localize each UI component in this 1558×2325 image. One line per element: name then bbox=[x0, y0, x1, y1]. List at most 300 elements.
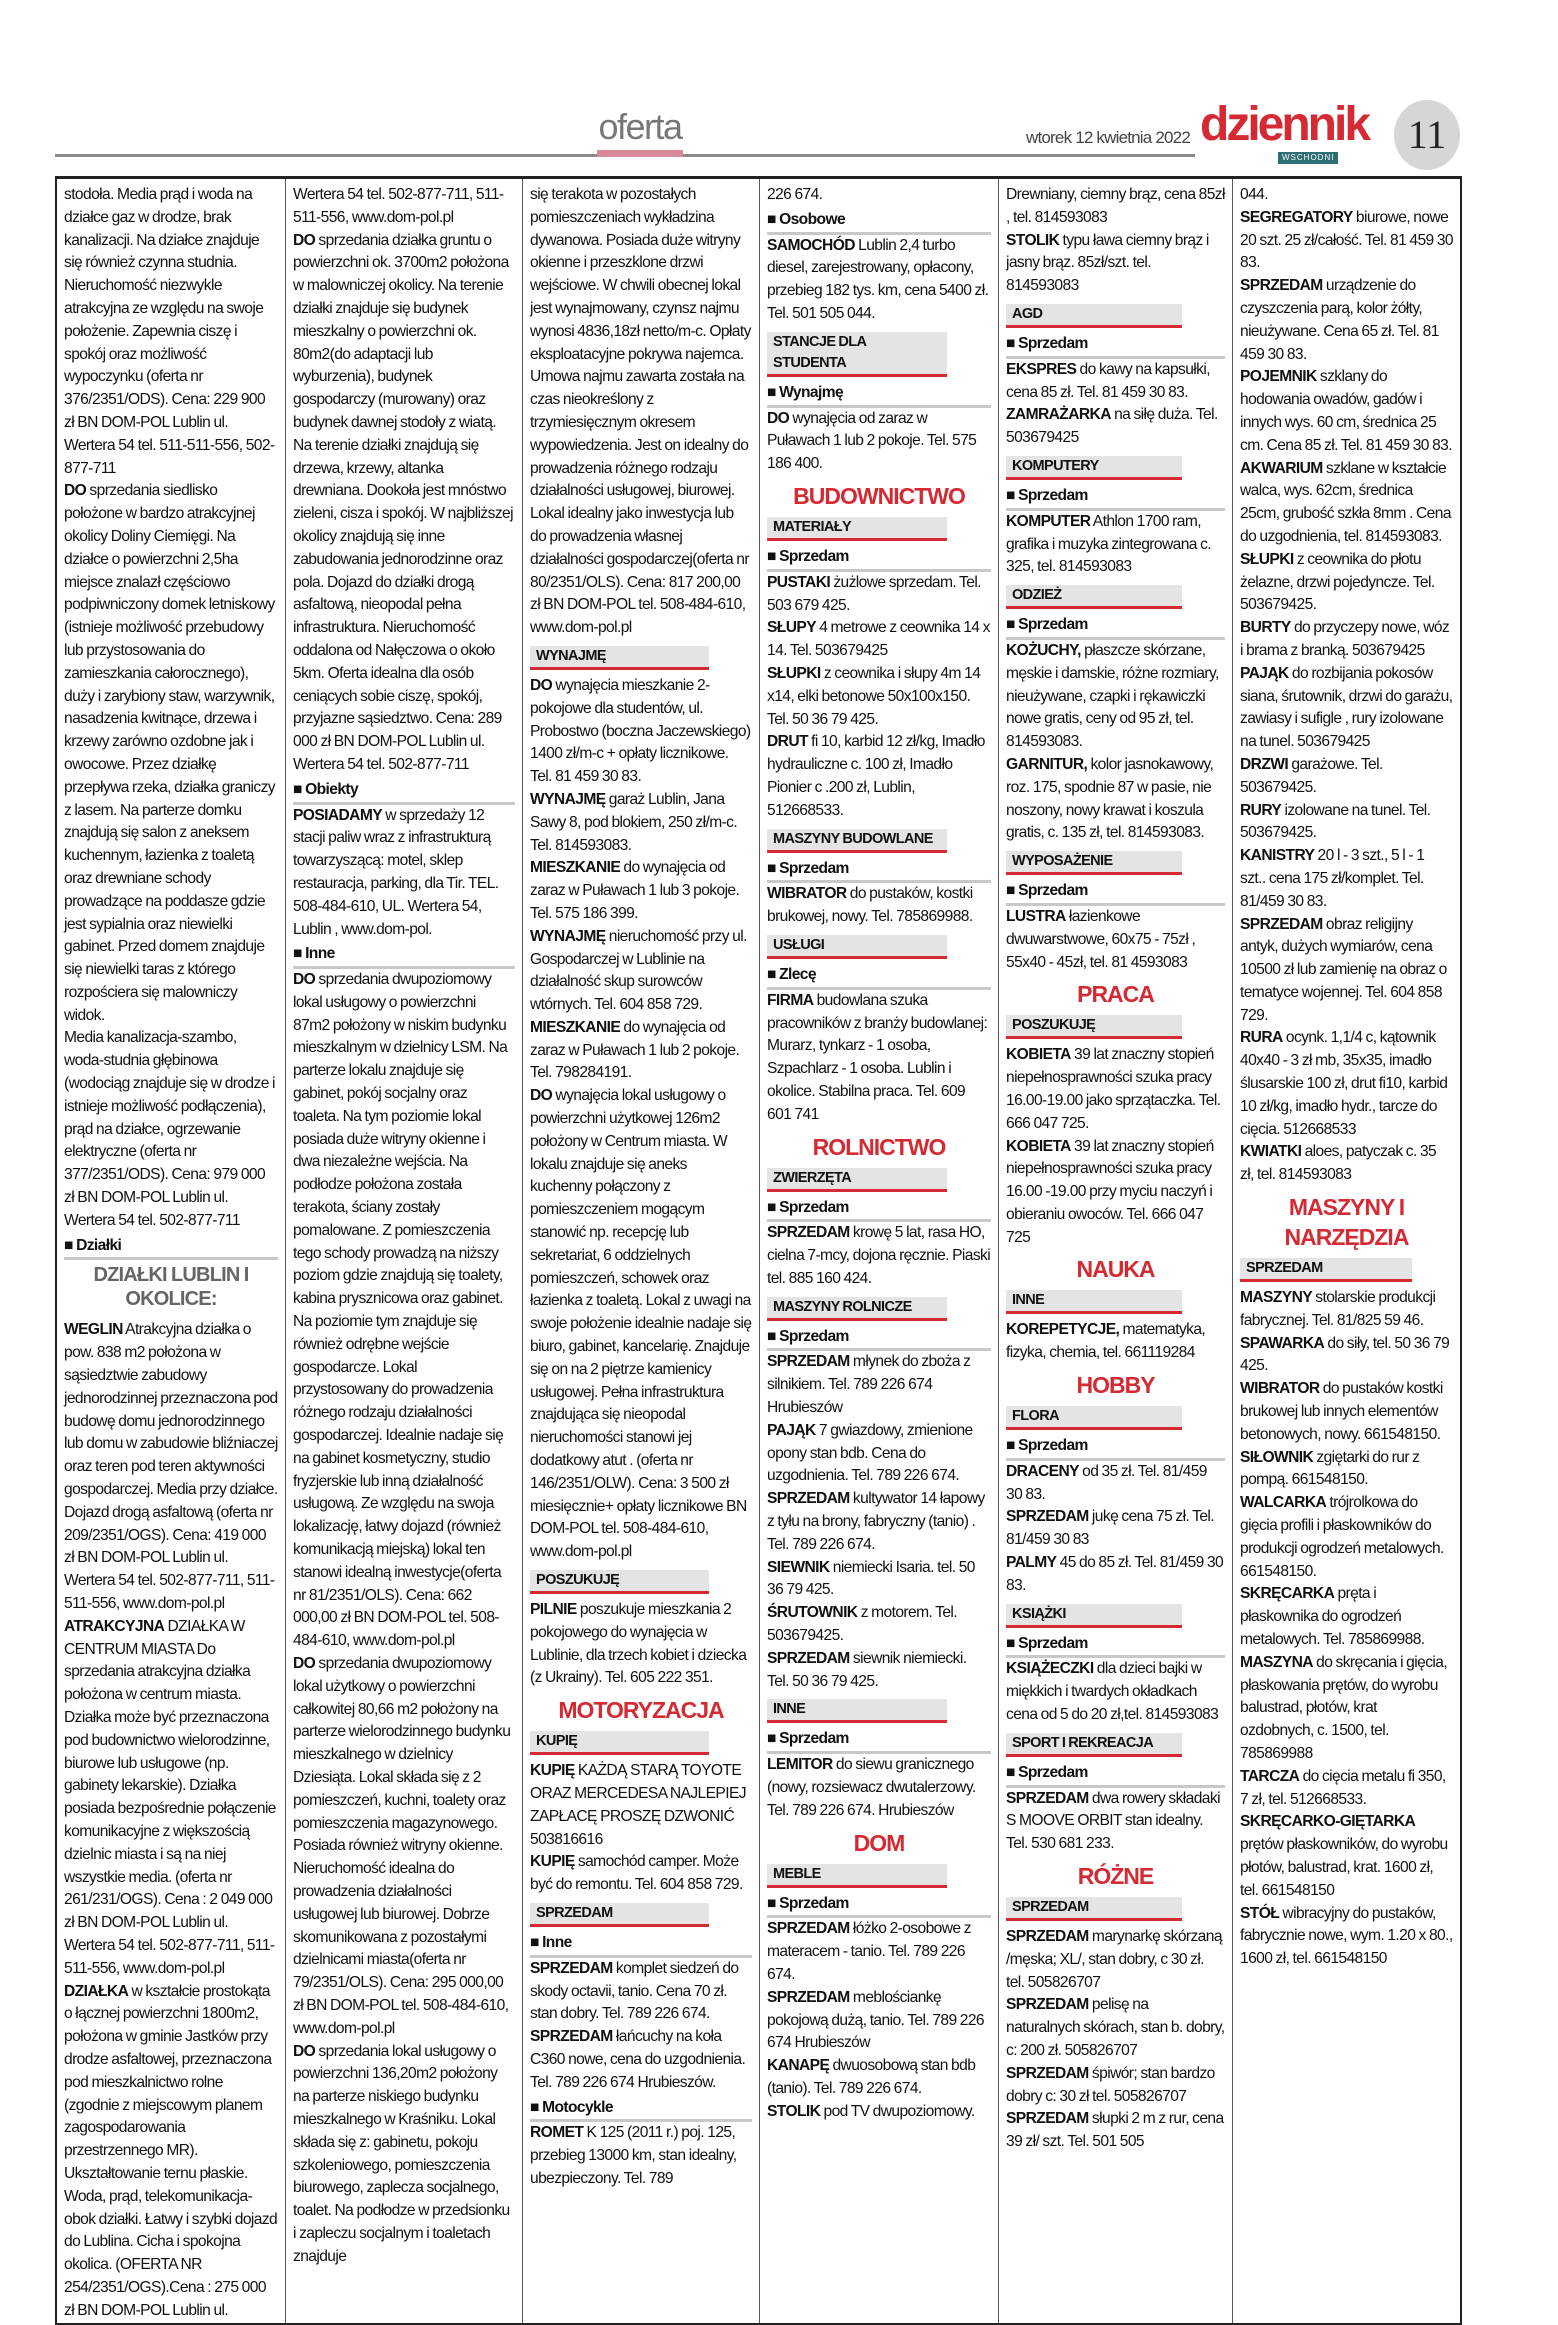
ad-text: urządzenie do czyszczenia parą, kolor żółty, nieużywane. Cena 65 zł. Tel. 81 459 30 83. bbox=[1240, 277, 1439, 363]
section-heading: MASZYNY I NARZĘDZIA bbox=[1284, 1194, 1409, 1251]
category-label: MASZYNY BUDOWLANE bbox=[767, 829, 947, 853]
region-heading: DZIAŁKI LUBLIN I OKOLICE: bbox=[93, 1264, 249, 1311]
classified-ad bbox=[1006, 2063, 1225, 2109]
ad-lead-word: DO bbox=[530, 676, 553, 694]
issue-date: wtorek 12 kwietnia 2022 bbox=[1026, 128, 1190, 147]
classified-ad bbox=[767, 572, 991, 618]
ad-text: 7 gwiazdowy, zmienione opony stan bdb. Cena do uzgodnienia. Tel. 789 226 674. bbox=[767, 1421, 973, 1485]
classified-ad bbox=[1240, 1652, 1453, 1766]
ad-text: pelisę na naturalnych skórach, stan b. dobry, c: 200 zł. 505826707 bbox=[1006, 1996, 1225, 2060]
classified-ad bbox=[530, 789, 752, 857]
classified-ad bbox=[1240, 275, 1453, 366]
classified-ad bbox=[1240, 1378, 1453, 1446]
category-label: FLORA bbox=[1006, 1406, 1182, 1430]
subcategory-heading: ■ Sprzedam bbox=[1006, 1633, 1225, 1659]
ad-lead-word: KOMPUTER bbox=[1006, 512, 1091, 530]
ad-lead-word: SPRZEDAM bbox=[1006, 1928, 1089, 1946]
ad-lead-word: WYNAJMĘ bbox=[530, 927, 606, 945]
subcategory-heading: ■ Motocykle bbox=[530, 2097, 752, 2123]
section-heading: DOM bbox=[853, 1829, 905, 1856]
subcategory-heading: ■ Sprzedam bbox=[1006, 333, 1225, 359]
ad-lead-word: TARCZA bbox=[1240, 1767, 1300, 1785]
classified-ad bbox=[1006, 1994, 1225, 2062]
ad-lead-word: SPRZEDAM bbox=[767, 1490, 850, 1508]
subcategory-heading: ■ Osobowe bbox=[767, 209, 991, 235]
classified-ad bbox=[1006, 1788, 1225, 1856]
classified-ad bbox=[1240, 617, 1453, 663]
subcategory-heading: ■ Zlecę bbox=[767, 964, 991, 990]
category-label: MATERIAŁY bbox=[767, 517, 947, 541]
ad-text: 044. bbox=[1240, 186, 1268, 203]
classified-ad bbox=[64, 1616, 278, 1981]
ad-lead-word: FIRMA bbox=[767, 991, 814, 1009]
ad-text: obraz religijny antyk, dużych wymiarów, cena 10500 zł lub zamienię na obraz o tematyce wojennej. Tel. 604 858 729. bbox=[1240, 915, 1447, 1024]
ad-lead-word: KOREPETYCJE, bbox=[1006, 1321, 1120, 1339]
logo-subtitle: WSCHODNI bbox=[1278, 152, 1338, 164]
classified-ad bbox=[1240, 1027, 1453, 1141]
ad-text: Athlon 1700 ram, grafika i muzyka zintegrowana c. 325, tel. 814593083 bbox=[1006, 512, 1212, 576]
page-number: 11 bbox=[1394, 100, 1460, 170]
category-label: KUPIĘ bbox=[530, 1731, 709, 1755]
category-label: WYPOSAŻENIE bbox=[1006, 851, 1182, 875]
category-label: MEBLE bbox=[767, 1864, 947, 1888]
ad-text: niemiecki Isaria. tel. 50 36 79 425. bbox=[767, 1558, 975, 1599]
classified-ad bbox=[767, 1918, 991, 1986]
section-heading: NAUKA bbox=[1076, 1256, 1155, 1283]
category-label: USŁUGI bbox=[767, 935, 947, 959]
ad-lead-word: SŁUPY bbox=[767, 619, 816, 637]
ad-lead-word: PAJĄK bbox=[1240, 664, 1289, 682]
classified-ad bbox=[1006, 404, 1225, 450]
column-5 bbox=[999, 179, 1233, 2323]
classified-ad bbox=[1006, 1926, 1225, 1994]
ad-text: samochód camper. Może być do remontu. Tel. 604 858 729. bbox=[530, 1853, 743, 1894]
ad-text: Wertera 54 tel. 502-877-711, 511-511-556, www.dom-pol.pl bbox=[293, 186, 504, 226]
classified-ad bbox=[64, 480, 278, 1027]
classified-ad bbox=[530, 184, 752, 640]
ad-text: do siły, tel. 50 36 79 425. bbox=[1240, 1334, 1450, 1375]
ad-text: biurowe, nowe 20 szt. 25 zł/całość. Tel. 81 459 30 83. bbox=[1240, 208, 1453, 272]
classified-ad bbox=[767, 1557, 991, 1603]
category-label: MASZYNY ROLNICZE bbox=[767, 1297, 947, 1321]
ad-text: 39 lat znaczny stopień niepełnosprawności szuka pracy 16.00 -19.00 przy myciu naczyń i obieraniu owoców. Tel. 666 047 725 bbox=[1006, 1137, 1214, 1246]
ad-lead-word: LEMITOR bbox=[767, 1756, 833, 1774]
ad-lead-word: DO bbox=[293, 971, 316, 989]
ad-text: do wynajęcia od zaraz w Puławach 1 lub 3 pokoje. Tel. 575 186 399. bbox=[530, 859, 740, 922]
subcategory-heading: ■ Sprzedam bbox=[767, 1893, 991, 1919]
classified-ad bbox=[530, 675, 752, 789]
classified-ad bbox=[1240, 663, 1453, 754]
classified-ad bbox=[1240, 184, 1453, 207]
ad-lead-word: SPRZEDAM bbox=[1240, 915, 1323, 933]
ad-text: Atrakcyjna działka o pow. 838 m2 położona w sąsiedztwie zabudowy jednorodzinnej przeznaczona pod budowę domu jednorodzinnego lub domu w zabudowie bliźniaczej oraz teren pod teren aktywności gospodarczej. Media przy działce. Dojazd drogą asfaltową (oferta nr 209/2351/OGS). Cena: 419 000 zł BN DOM-POL Lublin ul. Wertera 54 tel. 502-877-711, 511-511-556, www.dom-pol.pl bbox=[64, 1321, 278, 1613]
ad-text: wynajęcia lokal usługowy o powierzchni użytkowej 126m2 położony w Centrum miasta. W lokalu znajduje się aneks kuchenny połączony z pomieszczeniem mogącym stanowić np. recepcję lub sekretariat, 6 oddzielnych pomieszczeń, schowek oraz łazienka z toaletą. Lokal z uwagi na swoje położenie idealnie nadaje się biuro, gabinet, kancelarię. Znajduje się on na 2 piętrze kamienicy usługowej. Pełna infrastruktura znajdująca się nieopodal nieruchomości stanowi jej dodatkowy atut . (oferta nr 146/2351/OLW). Cena: 3 500 zł miesięcznie+ opłaty licznikowe BN DOM-POL tel. 508-484-610, www.dom-pol.pl bbox=[530, 1087, 752, 1561]
ad-text: do cięcia metalu fi 350, 7 zł, tel. 512668533. bbox=[1240, 1767, 1446, 1808]
classified-ad bbox=[530, 1958, 752, 2026]
classified-ad bbox=[530, 2026, 752, 2094]
ad-text: się terakota w pozostałych pomieszczeniach wykładzina dywanowa. Posiada duże witryny okienne i przeszklone drzwi wejściowe. W chwili obecnej lokal jest wynajmowany, czynsz najmu wynosi 4836,18zł netto/m-c. Opłaty eksploatacyjne pokrywa najemca. Umowa najmu zawarta została na czas nieokreślony z trzymiesięcznym okresem wypowiedzenia. Jest on idealny do prowadzenia różnego rodzaju działalności usługowej, biurowej. Lokal idealny jako inwestycja lub do prowadzenia własnej działalności gospodarczej(oferta nr 80/2351/OLS). Cena: 817 200,00 zł BN DOM-POL tel. 508-484-610, www.dom-pol.pl bbox=[530, 186, 751, 637]
ad-lead-word: SPRZEDAM bbox=[767, 1224, 850, 1242]
ad-text: 4 metrowe z ceownika 14 x 14. Tel. 503679425 bbox=[767, 619, 990, 660]
ad-lead-word: SAMOCHÓD bbox=[767, 236, 855, 254]
classified-ad bbox=[530, 1017, 752, 1085]
classified-ad bbox=[1240, 549, 1453, 617]
subcategory-heading: ■ Sprzedam bbox=[767, 546, 991, 572]
ad-lead-word: SPRZEDAM bbox=[530, 1959, 613, 1977]
newspaper-logo bbox=[1200, 100, 1385, 166]
ad-text: marynarkę skórzaną /męska; XL/, stan dobry, c 30 zł. tel. 505826707 bbox=[1006, 1928, 1222, 1991]
ad-lead-word: KUPIĘ bbox=[530, 1762, 575, 1780]
ad-lead-word: SPRZEDAM bbox=[530, 2028, 613, 2046]
ad-text: sprzedania działka gruntu o powierzchni ok. 3700m2 położona w malowniczej okolicy. Na terenie działki znajduje się budynek mieszkalny o powierzchni ok. 80m2(do adaptacji lub wyburzenia), budynek gospodarczy (murowany) oraz budynek dawnej stodoły z wiatą. Na terenie działki znajdują się drzewa, krzewy, altanka drewniana. Dookoła jest mnóstwo zieleni, cisza i spokój. W najbliższej okolicy znajdują się inne zabudowania jednorodzinne oraz pola. Dojazd do działki drogą asfaltową, nieopodal pełna infrastruktura. Nieruchomość oddalona od Nałęczowa o około 5km. Oferta idealna dla osób ceniących sobie ciszę, spokój, przyjazne sąsiedztwo. Cena: 289 000 zł BN DOM-POL Lublin ul. Wertera 54 tel. 502-877-711 bbox=[293, 231, 513, 773]
ad-lead-word: POJEMNIK bbox=[1240, 368, 1317, 386]
ad-lead-word: STOLIK bbox=[767, 2102, 821, 2120]
ad-lead-word: GARNITUR, bbox=[1006, 755, 1088, 773]
ad-text: DZIAŁKA W CENTRUM MIASTA Do sprzedania atrakcyjna działka położona w centrum miasta. Działka może być przeznaczona pod budownictwo wielorodzinne, biurowe lub usługowe (np. gabinety lekarskie). Działka posiada bezpośrednie połączenie komunikacyjne z większością dzielnic miasta i są na niej wszystkie media. (oferta nr 261/231/OGS). Cena : 2 049 000 zł BN DOM-POL Lublin ul. Wertera 54 tel. 502-877-711, 511-511-556, www.dom-pol.pl bbox=[64, 1617, 276, 1977]
ad-lead-word: DO bbox=[530, 1087, 553, 1105]
classified-ad bbox=[767, 1351, 991, 1419]
ad-text: poszukuje mieszkania 2 pokojowego do wynajęcia w Lublinie, dla trzech kobiet i dziecka (z Ukrainy). Tel. 605 222 351. bbox=[530, 1601, 747, 1687]
classified-ad bbox=[1006, 359, 1225, 405]
ad-text: do siewu granicznego (nowy, rozsiewacz dwutalerzowy. Tel. 789 226 674. Hrubieszów bbox=[767, 1756, 976, 1819]
category-label: SPRZEDAM bbox=[530, 1903, 709, 1927]
column-4 bbox=[760, 179, 999, 2323]
section-heading: MOTORYZACJA bbox=[558, 1697, 724, 1724]
ad-text: zgiętarki do rur z pompą. 661548150. bbox=[1240, 1448, 1420, 1489]
classified-ad bbox=[530, 1760, 752, 1851]
ad-text: KAŻDĄ STARĄ TOYOTE ORAZ MERCEDESA NAJLEPIEJ ZAPŁACĘ PROSZĘ DZWONIĆ 503816616 bbox=[530, 1762, 746, 1848]
ad-text: dwa rowery składaki S MOOVE ORBIT stan idealny. Tel. 530 681 233. bbox=[1006, 1789, 1220, 1853]
ad-lead-word: SKRĘCARKA bbox=[1240, 1585, 1335, 1603]
ad-text: dwuosobową stan bdb (tanio). Tel. 789 226 674. bbox=[767, 2057, 976, 2097]
ad-lead-word: MASZYNY bbox=[1240, 1289, 1313, 1307]
classified-ad bbox=[1240, 1583, 1453, 1651]
ad-text: z ceownika do płotu żelazne, drzwi pojedyncze. Tel. 503679425. bbox=[1240, 550, 1435, 614]
ad-text: 39 lat znaczny stopień niepełnosprawności szuka pracy 16.00-19.00 jako sprzątaczka. Tel. 666 047 725. bbox=[1006, 1046, 1221, 1132]
classifieds-grid bbox=[55, 176, 1462, 2325]
ad-text: trójrolkowa do gięcia profili i płaskowników do produkcji ogrodzeń metalowych. 661548150. bbox=[1240, 1494, 1444, 1580]
category-label: ZWIERZĘTA bbox=[767, 1168, 947, 1192]
ad-text: słupki 2 m z rur, cena 39 zł/ szt. Tel. 501 505 bbox=[1006, 2110, 1224, 2151]
section-heading: PRACA bbox=[1077, 981, 1154, 1008]
classified-ad bbox=[767, 1602, 991, 1648]
section-title-underline bbox=[597, 150, 683, 157]
classified-ad bbox=[1006, 1319, 1225, 1365]
ad-lead-word: SPAWARKA bbox=[1240, 1334, 1325, 1352]
ad-text: typu ława ciemny brąz i jasny brąz. 85zł/szt. tel. 814593083 bbox=[1006, 231, 1209, 295]
classified-ad bbox=[530, 926, 752, 1017]
classified-ad bbox=[767, 731, 991, 822]
logo-wordmark: dziennik bbox=[1200, 98, 1369, 151]
ad-lead-word: MIESZKANIE bbox=[530, 859, 621, 877]
section-heading: RÓŻNE bbox=[1077, 1863, 1154, 1890]
subcategory-heading: ■ Sprzedam bbox=[1006, 1762, 1225, 1788]
ad-text: łańcuchy na koła C360 nowe, cena do uzgodnienia. Tel. 789 226 674 Hrubieszów. bbox=[530, 2028, 746, 2091]
ad-lead-word: DRZWI bbox=[1240, 755, 1289, 773]
classified-ad bbox=[64, 184, 278, 480]
ad-text: do pustaków, kostki brukowej, nowy. Tel. 785869988. bbox=[767, 885, 973, 926]
subcategory-heading: ■ Sprzedam bbox=[767, 1326, 991, 1352]
ad-lead-word: DO bbox=[293, 231, 316, 249]
ad-lead-word: WIBRATOR bbox=[1240, 1380, 1320, 1398]
classified-ad bbox=[1006, 1461, 1225, 1507]
category-label: INNE bbox=[767, 1699, 947, 1723]
classified-ad bbox=[1006, 511, 1225, 579]
subcategory-heading: ■ Sprzedam bbox=[1006, 1435, 1225, 1461]
subcategory-heading: ■ Sprzedam bbox=[1006, 880, 1225, 906]
ad-text: garaż Lublin, Jana Sawy 8, pod blokiem, 250 zł/m-c. Tel. 814593083. bbox=[530, 790, 738, 854]
classified-ad bbox=[1006, 906, 1225, 974]
column-1 bbox=[57, 179, 286, 2323]
classified-ad bbox=[1240, 845, 1453, 913]
ad-text: sprzedania siedlisko położone w bardzo atrakcyjnej okolicy Doliny Ciemięgi. Na działce o powierzchni 2,5ha miejsce znalazł częściowo podpiwniczony domek letniskowy (istnieje możliwość przebudowy lub przystosowania do zamieszkania całorocznego), duży i zarybiony staw, warzywnik, nasadzenia kwitnące, drzewa i krzewy zarówno ozdobne jak i owocowe. Przez działkę przepływa rzeka, działka graniczy z lasem. Na parterze domku znajdują się salon z aneksem kuchennym, łazienka z toaletą oraz drewniane schody prowadzące na poddasze gdzie jest sypialnia oraz niewielki gabinet. Przed domem znajduje się niewielki taras z którego rozpościera się malowniczy widok. bbox=[64, 482, 275, 1024]
ad-lead-word: SPRZEDAM bbox=[767, 1988, 850, 2006]
classified-ad bbox=[767, 883, 991, 929]
classified-ad bbox=[1240, 1141, 1453, 1187]
subcategory-heading: ■ Sprzedam bbox=[767, 858, 991, 884]
classified-ad bbox=[767, 990, 991, 1127]
ad-lead-word: KOŻUCHY, bbox=[1006, 641, 1081, 659]
ad-text: szklane w kształcie walca, wys. 62cm, średnica 25cm, grubość szkła 8mm . Cena do uzgodnienia, tel. 814593083. bbox=[1240, 459, 1451, 545]
section-title: oferta bbox=[598, 106, 682, 147]
ad-text: Lublin 2,4 turbo diesel, zarejestrowany, opłacony, przebieg 182 tys. km, cena 5400 zł. Tel. 501 505 044. bbox=[767, 236, 989, 322]
classified-ad bbox=[1240, 458, 1453, 549]
ad-text: K 125 (2011 r.) poj. 125, przebieg 13000 km, stan idealny, ubezpieczony. Tel. 789 bbox=[530, 2124, 737, 2187]
classified-ad bbox=[1006, 1136, 1225, 1250]
category-label: KSIĄŻKI bbox=[1006, 1604, 1182, 1628]
ad-lead-word: SŁUPKI bbox=[1240, 550, 1294, 568]
ad-text: stodoła. Media prąd i woda na działce gaz w drodze, brak kanalizacji. Na działce znajduje się również czynna studnia. Nieruchomość niezwykle atrakcyjna ze względu na swoje położenie. Zapewnia ciszę i spokój oraz możliwość wypoczynku (oferta nr 376/2351/ODS). Cena: 229 900 zł BN DOM-POL Lublin ul. Wertera 54 tel. 511-511-556, 502-877-711 bbox=[64, 186, 275, 477]
classified-ad bbox=[767, 1987, 991, 2055]
ad-text: wynajęcia od zaraz w Puławach 1 lub 2 pokoje. Tel. 575 186 400. bbox=[767, 409, 977, 473]
category-label: POSZUKUJĘ bbox=[530, 1570, 709, 1594]
classified-ad bbox=[1240, 914, 1453, 1028]
ad-lead-word: SPRZEDAM bbox=[1006, 2110, 1089, 2128]
ad-text: budowlana szuka pracowników z branży budowlanej: Murarz, tynkarz - 1 osoba, Szpachlarz - 1 osoba. Lublin i okolice. Stabilna praca. Tel. 609 601 741 bbox=[767, 991, 988, 1123]
section-heading: BUDOWNICTWO bbox=[793, 482, 965, 509]
ad-text: pod TV dwupoziomowy. bbox=[820, 2102, 975, 2120]
subcategory-heading: ■ Inne bbox=[293, 943, 515, 969]
ad-text: z motorem. Tel. 503679425. bbox=[767, 1604, 958, 1645]
ad-text: sprzedania dwupoziomowy lokal użytkowy o powierzchni całkowitej 80,66 m2 położony na parterze wielorodzinnego budynku mieszkalnego w dzielnicy Dziesiąta. Lokal składa się z 2 pomieszczeń, kuchni, toalety oraz pomieszczenia magazynowego. Posiada również witryny okienne. Nieruchomość idealna do prowadzenia działalności usługowej lub biurowej. Dobrze skomunikowana z pozostałymi dzielnicami miasta(oferta nr 79/2351/OLS). Cena: 295 000,00 zł BN DOM-POL tel. 508-484-610, www.dom-pol.pl bbox=[293, 1655, 511, 2037]
classified-ad bbox=[1006, 230, 1225, 298]
ad-text: stolarskie produkcji fabrycznej. Tel. 81/825 59 46. bbox=[1240, 1289, 1436, 1329]
ad-text: łazienkowe dwuwarstwowe, 60x75 - 75zł , 55x40 - 45zł, tel. 81 4593083 bbox=[1006, 907, 1196, 971]
classified-ad bbox=[1006, 184, 1225, 230]
ad-lead-word: KUPIĘ bbox=[530, 1853, 575, 1871]
ad-lead-word: MIESZKANIE bbox=[530, 1018, 621, 1036]
ad-text: nieruchomość przy ul. Gospodarczej w Lublinie na działalność skup surowców wtórnych. Tel. 604 858 729. bbox=[530, 927, 747, 1014]
section-heading: ROLNICTWO bbox=[812, 1133, 946, 1160]
ad-lead-word: LUSTRA bbox=[1006, 907, 1066, 925]
category-label: SPRZEDAM bbox=[1006, 1897, 1182, 1921]
ad-lead-word: SPRZEDAM bbox=[767, 1920, 850, 1938]
ad-lead-word: DO bbox=[293, 2042, 316, 2060]
ad-text: izolowane na tunel. Tel. 503679425. bbox=[1240, 801, 1431, 842]
ad-lead-word: PALMY bbox=[1006, 1554, 1057, 1572]
classified-ad bbox=[767, 184, 991, 207]
category-label: ODZIEŻ bbox=[1006, 585, 1182, 609]
ad-text: dla dzieci bajki w miękkich i twardych okładkach cena od 5 do 20 zł,tel. 814593083 bbox=[1006, 1660, 1219, 1724]
ad-text: od 35 zł. Tel. 81/459 30 83. bbox=[1006, 1462, 1207, 1503]
ad-lead-word: SPRZEDAM bbox=[1240, 277, 1323, 295]
ad-lead-word: ŚRUTOWNIK bbox=[767, 1604, 858, 1622]
ad-text: do kawy na kapsułki, cena 85 zł. Tel. 81 459 30 83. bbox=[1006, 360, 1210, 401]
column-3 bbox=[523, 179, 760, 2323]
ad-lead-word: SPRZEDAM bbox=[767, 1353, 850, 1371]
classified-ad bbox=[767, 2055, 991, 2101]
ad-lead-word: KANISTRY bbox=[1240, 847, 1315, 865]
classified-ad bbox=[767, 1420, 991, 1488]
classified-ad bbox=[64, 1027, 278, 1232]
classified-ad bbox=[293, 969, 515, 1653]
ad-text: prętów płaskowników, do wyrobu płotów, balustrad, krat. 1600 zł, tel. 661548150 bbox=[1240, 1836, 1448, 1899]
ad-lead-word: ROMET bbox=[530, 2124, 584, 2142]
classified-ad bbox=[1006, 1552, 1225, 1598]
ad-text: fi 10, karbid 12 zł/kg, Imadło hydrauliczne c. 100 zł, Imadło Pionier c .200 zł, Lublin, 512668533. bbox=[767, 733, 985, 819]
ad-lead-word: PAJĄK bbox=[767, 1421, 816, 1439]
classified-ad bbox=[1240, 800, 1453, 846]
ad-text: kolor jasnokawowy, roz. 175, spodnie 87 w pasie, nie noszony, nowy krawat i koszula gratis, c. 135 zł, tel. 814593083. bbox=[1006, 755, 1214, 842]
ad-text: z ceownika i słupy 4m 14 x14, elki betonowe 50x100x150. Tel. 50 36 79 425. bbox=[767, 664, 981, 728]
classified-ad bbox=[64, 1319, 278, 1615]
classified-ad bbox=[1240, 1447, 1453, 1493]
ad-text: 226 674. bbox=[767, 186, 823, 203]
ad-lead-word: PUSTAKI bbox=[767, 573, 831, 591]
ad-text: 45 do 85 zł. Tel. 81/459 30 83. bbox=[1006, 1554, 1224, 1594]
ad-lead-word: BURTY bbox=[1240, 619, 1291, 637]
category-label: SPORT I REKREACJA bbox=[1006, 1733, 1182, 1757]
classified-ad bbox=[1006, 640, 1225, 754]
category-label: STANCJE DLA STUDENTA bbox=[767, 332, 947, 377]
classified-ad bbox=[1240, 754, 1453, 800]
ad-text: 20 l - 3 szt., 5 l - 1 szt.. cena 175 zł/komplet. Tel. 81/459 30 83. bbox=[1240, 847, 1425, 910]
ad-lead-word: PILNIE bbox=[530, 1601, 577, 1619]
ad-text: siewnik niemiecki. Tel. 50 36 79 425. bbox=[767, 1649, 967, 1690]
classified-ad bbox=[293, 184, 515, 230]
classified-ad bbox=[530, 2122, 752, 2190]
ad-text: jukę cena 75 zł. Tel. 81/459 30 83 bbox=[1006, 1508, 1215, 1549]
ad-lead-word: SKRĘCARKO-GIĘTARKA bbox=[1240, 1813, 1416, 1831]
column-2 bbox=[286, 179, 523, 2323]
ad-lead-word: SPRZEDAM bbox=[1006, 1789, 1089, 1807]
category-label: WYNAJMĘ bbox=[530, 646, 709, 670]
classified-ad bbox=[530, 1599, 752, 1690]
classified-ad bbox=[1240, 1492, 1453, 1583]
ad-text: do skręcania i gięcia, płaskowania prętów, do wyrobu balustrad, płotów, krat ozdobnych, c. 1500, tel. 785869988 bbox=[1240, 1653, 1448, 1762]
subcategory-heading: ■ Wynajmę bbox=[767, 382, 991, 408]
ad-text: do pustaków kostki brukowej lub innych elementów betonowych, nowy. 661548150. bbox=[1240, 1380, 1443, 1443]
ad-lead-word: KOBIETA bbox=[1006, 1046, 1071, 1064]
ad-text: szklany do hodowania owadów, gadów i innych wys. 60 cm, średnica 25 cm. Cena 85 zł. Tel. 81 459 30 83. bbox=[1240, 368, 1452, 454]
classified-ad bbox=[1240, 1333, 1453, 1379]
subcategory-heading: ■ Działki bbox=[64, 1235, 278, 1261]
ad-lead-word: ZAMRAŻARKA bbox=[1006, 406, 1111, 424]
ad-text: do rozbijania pokosów siana, śrutownik, drzwi do garażu, zawiasy i sufigle , rury izolowane na tunel. 503679425 bbox=[1240, 664, 1453, 751]
ad-lead-word: SPRZEDAM bbox=[1006, 2064, 1089, 2082]
ad-text: pręta i płaskownika do ogrodzeń metalowych. Tel. 785869988. bbox=[1240, 1585, 1425, 1649]
classified-ad bbox=[293, 805, 515, 942]
ad-lead-word: SEGREGATORY bbox=[1240, 208, 1353, 226]
ad-text: wynajęcia mieszkanie 2-pokojowe dla studentów, ul. Probostwo (boczna Jaczewskiego) 1400 zł/m-c + opłaty licznikowe. Tel. 81 459 30 83. bbox=[530, 676, 751, 786]
category-label: SPRZEDAM bbox=[1240, 1258, 1412, 1282]
classified-ad bbox=[293, 2041, 515, 2269]
classified-ad bbox=[767, 663, 991, 731]
ad-lead-word: STOLIK bbox=[1006, 231, 1060, 249]
subcategory-heading: ■ Sprzedam bbox=[1006, 485, 1225, 511]
ad-lead-word: KSIĄŻECZKI bbox=[1006, 1660, 1094, 1678]
ad-lead-word: SPRZEDAM bbox=[1006, 1996, 1089, 2014]
classified-ad bbox=[1006, 1658, 1225, 1726]
ad-text: młynek do zboża z silnikiem. Tel. 789 226 674 Hrubieszów bbox=[767, 1353, 971, 1417]
classified-ad bbox=[530, 1085, 752, 1564]
ad-lead-word: SPRZEDAM bbox=[767, 1649, 850, 1667]
ad-text: w sprzedaży 12 stacji paliw wraz z infrastrukturą towarzyszącą: motel, sklep restauracja, parking, dla Tir. TEL. 508-484-610, UL. Wertera 54, Lublin , www.dom-pol. bbox=[293, 806, 499, 938]
category-label: KOMPUTERY bbox=[1006, 456, 1182, 480]
classified-ad bbox=[767, 1222, 991, 1290]
classified-ad bbox=[767, 408, 991, 476]
ad-text: płaszcze skórzane, męskie i damskie, różne rozmiary, nieużywane, czapki i rękawiczki nowe gratis, ceny od 95 zł, tel. 814593083. bbox=[1006, 641, 1219, 751]
ad-lead-word: WYNAJMĘ bbox=[530, 790, 606, 808]
ad-lead-word: KOBIETA bbox=[1006, 1137, 1071, 1155]
classified-ad bbox=[767, 1488, 991, 1556]
subcategory-heading: ■ Inne bbox=[530, 1932, 752, 1958]
ad-text: komplet siedzeń do skody octavii, tanio. Cena 70 zł. stan dobry. Tel. 789 226 674. bbox=[530, 1959, 739, 2023]
classified-ad bbox=[1240, 1287, 1453, 1333]
classified-ad bbox=[767, 617, 991, 663]
ad-text: meblościankę pokojową dużą, tanio. Tel. 789 226 674 Hrubieszów bbox=[767, 1988, 984, 2052]
ad-lead-word: SIŁOWNIK bbox=[1240, 1448, 1314, 1466]
ad-lead-word: WEGLIN bbox=[64, 1321, 123, 1339]
column-6 bbox=[1233, 179, 1460, 2323]
classified-ad bbox=[1240, 207, 1453, 275]
ad-text: ocynk. 1,1/4 c, kątownik 40x40 - 3 zł mb, 35x35, imadło ślusarskie 100 zł, drut fi10, karbid 10 zł/kg, imadło hydr., tarcze do cięcia. 512668533 bbox=[1240, 1029, 1448, 1138]
classified-ad bbox=[767, 235, 991, 326]
ad-text: na siłę duża. Tel. 503679425 bbox=[1006, 406, 1218, 447]
ad-lead-word: SŁUPKI bbox=[767, 664, 821, 682]
ad-text: wibracyjny do pustaków, fabrycznie nowe, wym. 1.20 x 80., 1600 zł, tel. 661548150 bbox=[1240, 1904, 1453, 1968]
ad-text: garażowe. Tel. 503679425. bbox=[1240, 755, 1383, 796]
ad-lead-word: DRUT bbox=[767, 733, 808, 751]
ad-lead-word: RURY bbox=[1240, 801, 1282, 819]
ad-lead-word: AKWARIUM bbox=[1240, 459, 1323, 477]
classified-ad bbox=[1006, 1044, 1225, 1135]
subcategory-heading: ■ Sprzedam bbox=[767, 1197, 991, 1223]
ad-text: Media kanalizacja-szambo, woda-studnia głębinowa (wodociąg znajduje się w drodze i istnieje możliwość podłączenia), prąd na działce, ogrzewanie elektryczne (oferta nr 377/2351/ODS). Cena: 979 000 zł BN DOM-POL Lublin ul. Wertera 54 tel. 502-877-711 bbox=[64, 1029, 275, 1229]
ad-text: łóżko 2-osobowe z materacem - tanio. Tel. 789 226 674. bbox=[767, 1920, 971, 1984]
category-label: POSZUKUJĘ bbox=[1006, 1015, 1182, 1039]
ad-lead-word: DO bbox=[64, 482, 87, 500]
classified-ad bbox=[293, 1653, 515, 2041]
ad-lead-word: WALCARKA bbox=[1240, 1494, 1327, 1512]
ad-text: do wynajęcia od zaraz w Puławach 1 lub 2 pokoje. Tel. 798284191. bbox=[530, 1018, 740, 1082]
ad-text: sprzedania lokal usługowy o powierzchni 136,20m2 położony na parterze niskiego budynku mieszkalnego w Kraśniku. Lokal składa się z: gabinetu, pokoju szkoleniowego, pomieszczenia biurowego, zaplecza socjalnego, toalet. Na podłodze w przedsionku i zapleczu socjalnym i toaletach znajduje bbox=[293, 2042, 510, 2265]
ad-text: Drewniany, ciemny brąz, cena 85zł , tel. 814593083 bbox=[1006, 186, 1225, 226]
classified-ad bbox=[1240, 366, 1453, 457]
ad-text: matematyka, fizyka, chemia, tel. 661119284 bbox=[1006, 1321, 1206, 1362]
ad-lead-word: DZIAŁKA bbox=[64, 1982, 129, 2000]
classified-ad bbox=[767, 1648, 991, 1694]
classified-ad bbox=[1006, 754, 1225, 845]
classified-ad bbox=[767, 1754, 991, 1822]
ad-lead-word: RURA bbox=[1240, 1029, 1283, 1047]
classified-ad bbox=[530, 1851, 752, 1897]
category-label: AGD bbox=[1006, 304, 1182, 328]
classified-ad bbox=[64, 1981, 278, 2323]
ad-lead-word: KWIATKI bbox=[1240, 1143, 1302, 1161]
subcategory-heading: ■ Sprzedam bbox=[1006, 614, 1225, 640]
classified-ad bbox=[1240, 1811, 1453, 1902]
